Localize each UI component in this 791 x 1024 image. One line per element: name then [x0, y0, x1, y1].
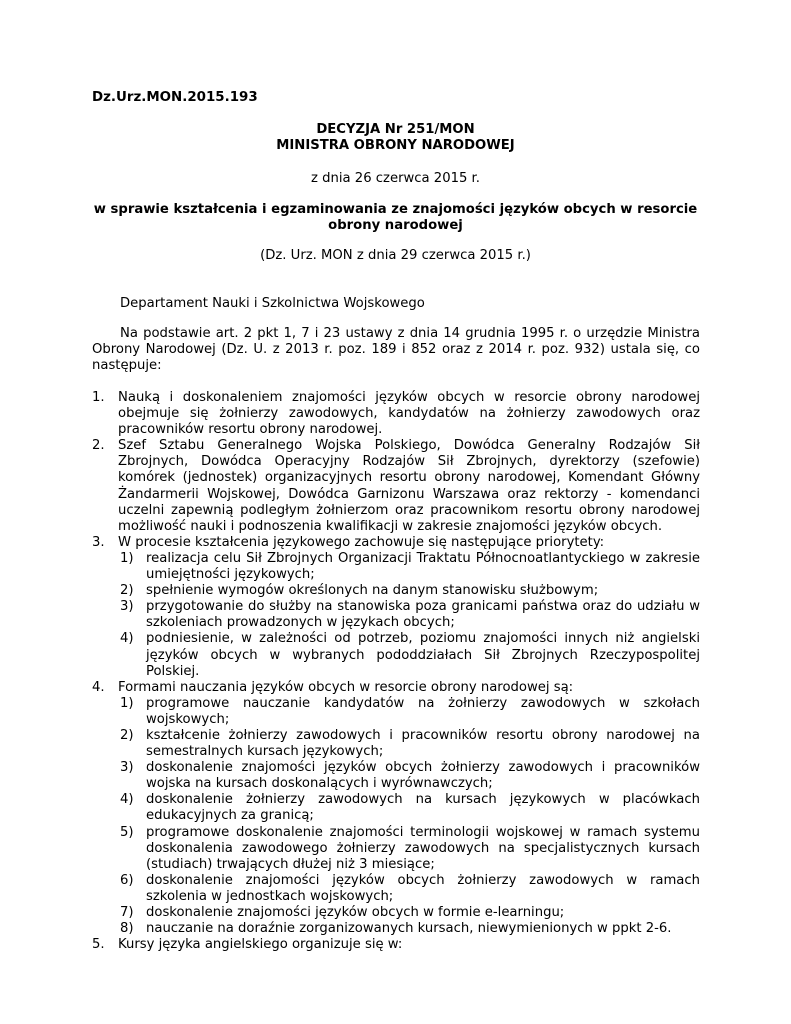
- subpoint-number: 3): [120, 599, 134, 615]
- subpoint-text: spełnienie wymogów określonych na danym stanowisku służbowym;: [146, 583, 599, 599]
- subpoint: [118, 921, 700, 937]
- subpoint-number: 1): [120, 550, 134, 566]
- subpoint-text: doskonalenie znajomości języków obcych żołnierzy zawodowych w ramach szkolenia w jednostkach wojskowych;: [146, 872, 700, 904]
- subpoint-text: przygotowanie do służby na stanowiska poza granicami państwa oraz do udziału w szkoleniach prowadzonych w językach obcych;: [146, 599, 700, 631]
- point-number: 2.: [92, 438, 105, 454]
- subpoint-number: 2): [120, 727, 134, 743]
- point-text: Szef Sztabu Generalnego Wojska Polskiego, Dowódca Generalny Rodzajów Sił Zbrojnych, Dowódca Operacyjny Rodzajów Sił Zbrojnych, dyrektorzy (szefowie) komórek (jednostek) organizacyjnych resortu obrony narodowej, Komendant Główny Żandarmerii Wojskowej, Dowódca Garnizonu Warszawa oraz rektorzy - komendanci uczelni zapewnią podległym żołnierzom oraz pracownikom resortu obrony narodowej możliwość nauki i podnoszenia kwalifikacji w zakresie znajomości języków obcych.: [118, 438, 700, 534]
- subpoint: [118, 696, 700, 728]
- subpoint-text: doskonalenie żołnierzy zawodowych na kursach językowych w placówkach edukacyjnych za granicą;: [146, 792, 700, 824]
- publication-info: (Dz. Urz. MON z dnia 29 czerwca 2015 r.): [260, 248, 531, 263]
- point: [92, 390, 700, 438]
- point: [92, 535, 700, 680]
- department: Departament Nauki i Szkolnictwa Wojskowego: [120, 296, 425, 311]
- preamble-text: Na podstawie art. 2 pkt 1, 7 i 23 ustawy z dnia 14 grudnia 1995 r. o urzędzie Ministra Obrony Narodowej (Dz. U. z 2013 r. poz. 189 i 852 oraz z 2014 r. poz. 932) ustala się, co następuje:: [92, 326, 700, 374]
- subpoint: [118, 551, 700, 583]
- subpoint-text: programowe doskonalenie znajomości terminologii wojskowej w ramach systemu doskonalenia zawodowego żołnierzy zawodowych na specjalistycznych kursach (studiach) trwających dłużej niż 3 miesiące;: [146, 824, 700, 872]
- decision-date: z dnia 26 czerwca 2015 r.: [311, 171, 480, 186]
- issuer: MINISTRA OBRONY NARODOWEJ: [276, 138, 515, 153]
- subpoint: [118, 728, 700, 760]
- subpoint-number: 4): [120, 631, 134, 647]
- subpoint-text: realizacja celu Sił Zbrojnych Organizacji Traktatu Północnoatlantyckiego w zakresie umiejętności językowych;: [146, 550, 700, 583]
- subpoint-number: 7): [120, 905, 134, 920]
- subpoint: [118, 760, 700, 792]
- point: [92, 438, 700, 535]
- point-text: W procesie kształcenia językowego zachowuje się następujące priorytety:: [118, 534, 605, 550]
- subpoint: [118, 825, 700, 873]
- subpoint-text: doskonalenie znajomości języków obcych w formie e-learningu;: [146, 905, 565, 920]
- subpoint-text: kształcenie żołnierzy zawodowych i pracowników resortu obrony narodowej na semestralnych kursach językowych;: [146, 727, 700, 760]
- point-text: Kursy języka angielskiego organizuje się w:: [118, 937, 403, 953]
- subpoint: [118, 873, 700, 905]
- point-number: 5.: [92, 937, 105, 953]
- subpoint-number: 1): [120, 695, 134, 711]
- subpoint-number: 4): [120, 792, 134, 808]
- subpoint: [118, 599, 700, 631]
- subpoint: [118, 583, 700, 599]
- subpoint-number: 6): [120, 872, 134, 888]
- document-reference: Dz.Urz.MON.2015.193: [92, 90, 258, 105]
- points-list: [92, 390, 700, 953]
- subpoint: [118, 792, 700, 824]
- decision-subject: w sprawie kształcenia i egzaminowania ze znajomości języków obcych w resorcie obrony narodowej: [93, 202, 698, 233]
- point-number: 1.: [92, 390, 105, 405]
- point-number: 4.: [92, 679, 105, 695]
- point-text: Formami nauczania języków obcych w resorcie obrony narodowej są:: [118, 679, 574, 695]
- subpoints-list: [118, 696, 700, 937]
- subpoint-number: 2): [120, 583, 134, 599]
- subpoint-text: nauczanie na doraźnie zorganizowanych kursach, niewymienionych w ppkt 2-6.: [146, 921, 672, 937]
- point-text: Nauką i doskonaleniem znajomości języków obcych w resorcie obrony narodowej obejmuje się żołnierzy zawodowych, kandydatów na żołnierzy zawodowych oraz pracowników resortu obrony narodowej.: [118, 390, 700, 438]
- decision-number: DECYZJA Nr 251/MON: [316, 122, 475, 137]
- preamble: [92, 326, 700, 375]
- point: [92, 937, 700, 953]
- subpoints-list: [118, 551, 700, 680]
- decision-title: [60, 122, 731, 154]
- subpoint-text: podniesienie, w zależności od potrzeb, poziomu znajomości innych niż angielski języków obcych w wybranych pododdziałach Sił Zbrojnych Rzeczypospolitej Polskiej.: [146, 631, 700, 679]
- subpoint-number: 3): [120, 760, 134, 776]
- subpoint: [118, 905, 700, 921]
- subpoint: [118, 631, 700, 679]
- subpoint-text: doskonalenie znajomości języków obcych żołnierzy zawodowych i pracowników wojska na kursach doskonalących i wyrównawczych;: [146, 760, 700, 792]
- point: [92, 680, 700, 938]
- subpoint-number: 5): [120, 824, 134, 840]
- subpoint-text: programowe nauczanie kandydatów na żołnierzy zawodowych w szkołach wojskowych;: [146, 695, 700, 727]
- subpoint-number: 8): [120, 921, 134, 937]
- point-number: 3.: [92, 534, 105, 550]
